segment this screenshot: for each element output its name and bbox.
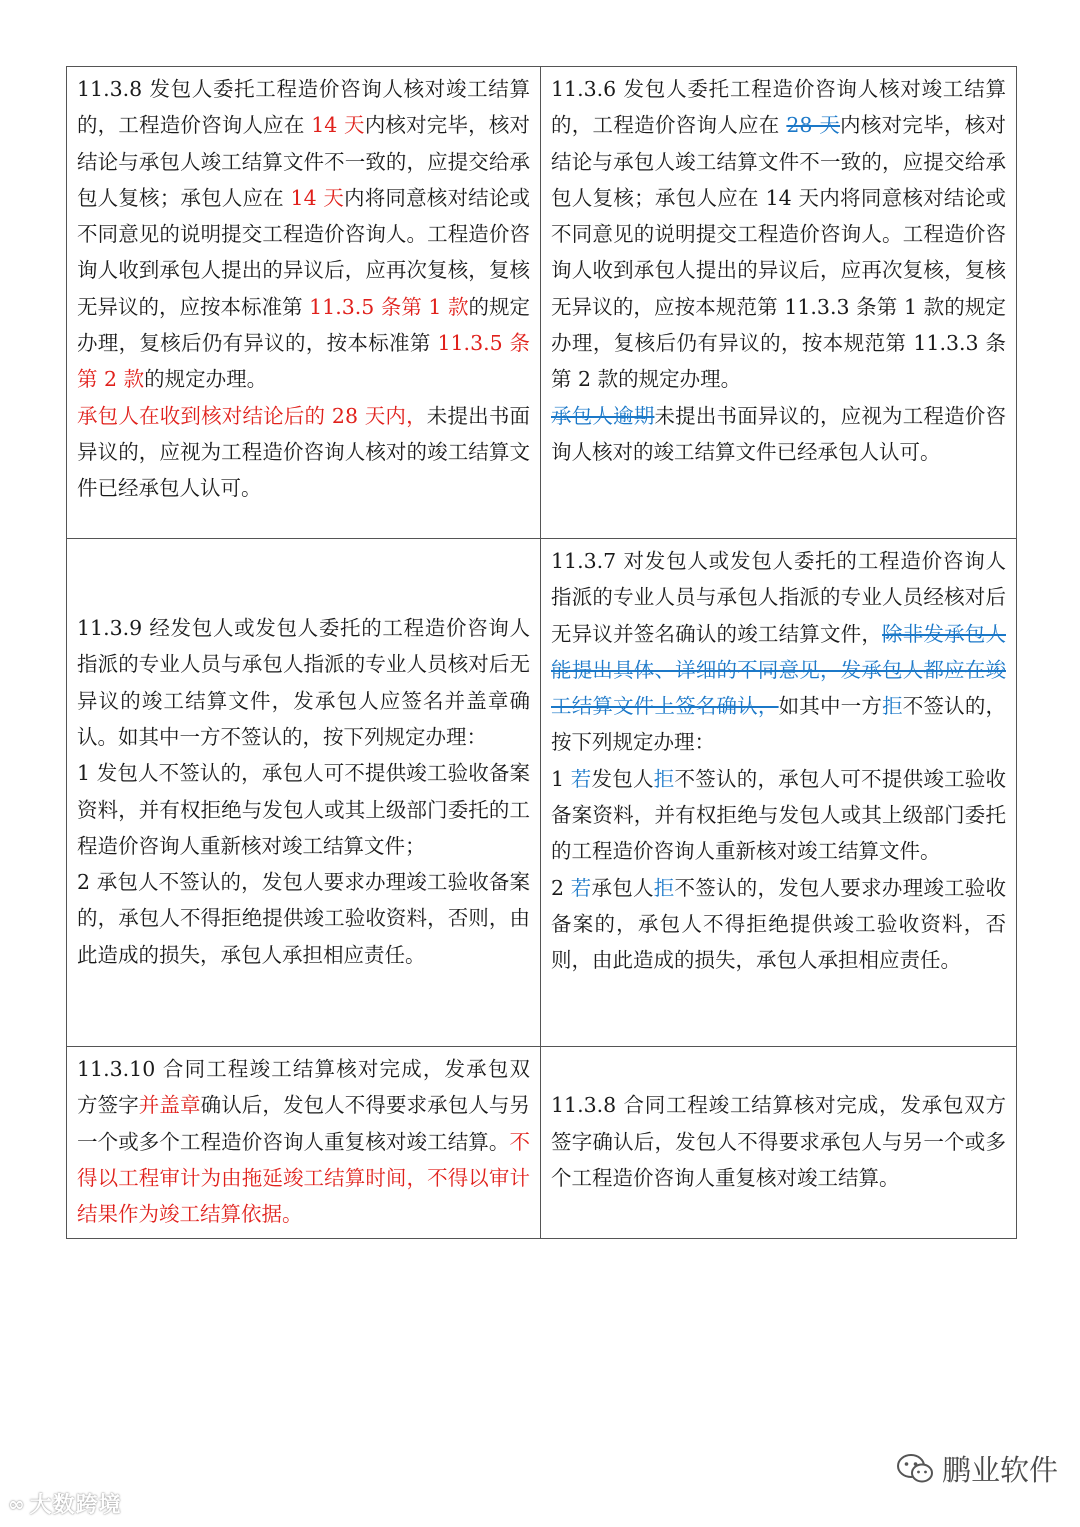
text-run-blue: 拒 — [882, 694, 903, 719]
paragraph — [551, 761, 1006, 870]
watermark-left-text: 大数跨境 — [29, 1493, 122, 1518]
text-run: 不签认的，发包人要求办理竣工验收备案的，承包人不得拒绝提供竣工验收资料，否则，由此造成的损失，承包人承担相应责任。 — [551, 875, 1007, 973]
paragraph — [551, 398, 1006, 471]
text-run-red: 11.3.5 条第 1 款 — [309, 294, 469, 319]
text-run: 11.3.7 对发包人或发包人委托的工程造价咨询人指派的专业人员与承包人指派的专业人员经核对后无异议并签名确认的竣工结算文件， — [551, 549, 1006, 646]
text-run-blue: 拒 — [653, 766, 675, 791]
text-run: 1 发包人不签认的，承包人可不提供竣工验收备案资料，并有权拒绝与发包人或其上级部门委托的工程造价咨询人重新核对竣工结算文件； — [77, 761, 530, 858]
watermark-right — [896, 1448, 1058, 1489]
table-row — [67, 1047, 1017, 1239]
text-run: 内核对完毕，核对结论与承包人竣工结算文件不一致的，应提交给承包人复核；承包人应在 14 天内将同意核对结论或不同意见的说明提交工程造价咨询人。工程造价咨询人收到承包人提出的异议后，应再次复核，复核无异议的，应按本规范第 11.3.3 条第 1 款的规定办理，复核后仍有异议的，按本规范第 11.3.3 条第 2 款的规定办理。 — [551, 113, 1006, 392]
text-run-red: 承包人在收到核对结论后的 28 天内， — [77, 403, 427, 428]
text-run-red: 并盖章 — [138, 1093, 201, 1118]
text-run: 2 承包人不签认的，发包人要求办理竣工验收备案的，承包人不得拒绝提供竣工验收资料，否则，由此造成的损失，承包人承担相应责任。 — [77, 870, 530, 967]
clause-new-11-3-10 — [67, 1047, 541, 1239]
paragraph — [77, 755, 530, 864]
paragraph — [551, 543, 1006, 761]
wechat-icon — [896, 1453, 934, 1485]
text-run-strike: 承包人逾期 — [551, 403, 655, 428]
paragraph — [77, 71, 530, 398]
text-run-red: 不得以工程审计为由拖延竣工结算时间，不得以审计结果作为竣工结算依据。 — [77, 1129, 530, 1227]
watermark-left — [8, 1488, 122, 1519]
comparison-table — [66, 66, 1017, 1239]
text-run: 11.3.8 发包人委托工程造价咨询人核对竣工结算的，工程造价咨询人应在 — [77, 77, 530, 138]
text-run: 11.3.9 经发包人或发包人委托的工程造价咨询人指派的专业人员与承包人指派的专业人员核对后无异议的竣工结算文件，发承包人应签名并盖章确认。如其中一方不签认的，按下列规定办理： — [77, 616, 530, 749]
text-run: 11.3.10 合同工程竣工结算核对完成，发承包双方签字 — [77, 1057, 530, 1118]
text-run: 的规定办理。 — [144, 367, 268, 392]
paragraph — [77, 398, 530, 507]
text-run: 内将同意核对结论或不同意见的说明提交工程造价咨询人。工程造价咨询人收到承包人提出的异议后，应再次复核，复核无异议的，应按本标准第 — [77, 185, 531, 319]
text-run: 确认后，发包人不得要求承包人与另一个或多个工程造价咨询人重复核对竣工结算。 — [77, 1093, 531, 1154]
table-row — [67, 539, 1017, 1047]
text-run: 11.3.8 合同工程竣工结算核对完成，发承包双方签字确认后，发包人不得要求承包人与另一个或多个工程造价咨询人重复核对竣工结算。 — [551, 1093, 1006, 1190]
text-run-red: 14 天 — [311, 113, 365, 138]
table-row — [67, 67, 1017, 539]
clause-old-11-3-6 — [541, 67, 1017, 539]
paragraph — [551, 870, 1006, 979]
paragraph — [77, 1051, 530, 1232]
text-run: 承包人 — [591, 875, 654, 900]
paragraph — [551, 71, 1006, 398]
clause-old-11-3-7 — [541, 539, 1017, 1047]
text-run: 的规定办理，复核后仍有异议的，按本标准第 — [77, 294, 531, 356]
clause-new-11-3-9 — [67, 539, 541, 1047]
text-run: 1 — [551, 766, 571, 791]
text-run: 11.3.6 发包人委托工程造价咨询人核对竣工结算的，工程造价咨询人应在 — [551, 77, 1006, 138]
paragraph — [77, 610, 530, 755]
paragraph — [77, 864, 530, 973]
clause-new-11-3-8 — [67, 67, 541, 539]
text-run: 不签认的，按下列规定办理： — [551, 694, 1007, 755]
text-run-strike: 28 天 — [786, 113, 841, 138]
watermark-right-text: 鹏业软件 — [942, 1453, 1059, 1487]
text-run: 如其中一方 — [778, 694, 883, 719]
text-run-red: 14 天 — [290, 185, 345, 210]
text-run-blue: 若 — [570, 766, 592, 791]
text-run-blue: 拒 — [653, 875, 675, 900]
infinity-logo-icon: ∞ — [8, 1491, 26, 1516]
text-run: 2 — [551, 875, 571, 900]
text-run: 未提出书面异议的，应视为工程造价咨询人核对的竣工结算文件已经承包人认可。 — [551, 403, 1006, 464]
paragraph — [551, 1087, 1006, 1196]
text-run-blue: 若 — [570, 875, 592, 900]
text-run: 发包人 — [591, 766, 654, 791]
clause-old-11-3-8 — [541, 1047, 1017, 1239]
text-run-strike: 除非发承包人能提出具体、详细的不同意见，发承包人都应在竣工结算文件上签名确认， — [551, 621, 1006, 719]
text-run: 未提出书面异议的，应视为工程造价咨询人核对的竣工结算文件已经承包人认可。 — [77, 403, 531, 501]
text-run: 内核对完毕，核对结论与承包人竣工结算文件不一致的，应提交给承包人复核；承包人应在 — [77, 113, 531, 210]
text-run-red: 11.3.5 条第 2 款 — [77, 331, 530, 392]
text-run: 不签认的，承包人可不提供竣工验收备案资料，并有权拒绝与发包人或其上级部门委托的工程造价咨询人重新核对竣工结算文件。 — [551, 766, 1007, 864]
